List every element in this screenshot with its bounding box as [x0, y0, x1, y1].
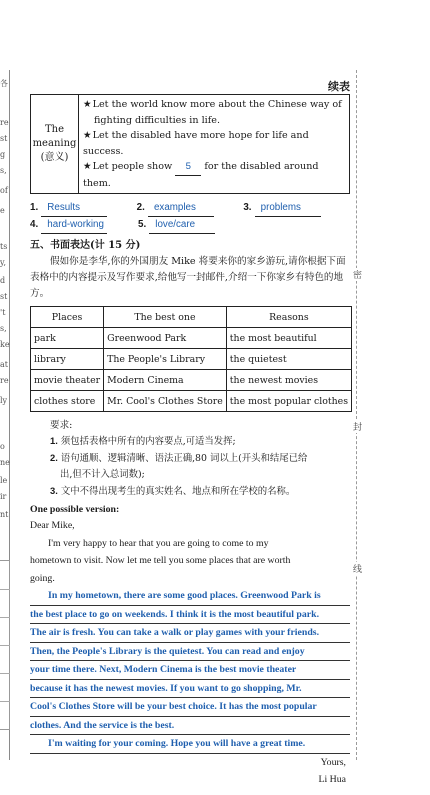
left-margin-fragment: st: [0, 292, 8, 301]
answer-5: 5. love/care: [138, 217, 246, 234]
table-row: [31, 370, 352, 391]
requirement-item: 3. 文中不得出现考生的真实姓名、地点和所在学校的名称。: [50, 485, 296, 497]
letter-answer-line: because it has the newest movies. If you want to go shopping, Mr.: [30, 680, 350, 699]
left-margin-fragment: y,: [0, 258, 6, 267]
left-margin-fragment: 各: [0, 79, 8, 88]
letter-answer-line: the best place to go on weekends. I think it is the most beautiful park.: [30, 606, 350, 625]
section-title: 五、书面表达(计 15 分): [30, 240, 141, 251]
table-row: [31, 391, 352, 412]
binding-line: [356, 70, 357, 760]
letter-sign-off: Yours,: [320, 756, 346, 768]
table-cell: movie theater: [31, 370, 104, 391]
meaning-item: [83, 97, 345, 128]
letter-answer-line: Then, the People's Library is the quietest. You can read and enjoy: [30, 643, 350, 662]
requirement-item: 2. 语句通顺、逻辑清晰、语法正确,80 词以上(开头和结尾已给 出,但不计入总词数);: [50, 452, 308, 480]
letter-intro-line: I'm very happy to hear that you are going to come to my: [48, 537, 269, 549]
requirement-item: 1. 须包括表格中所有的内容要点,可适当发挥;: [50, 435, 236, 447]
left-margin-fragment: re: [0, 376, 9, 385]
table-header-row: [31, 307, 352, 328]
answer-3: 3. problems: [243, 200, 350, 217]
table-cell: the newest movies: [226, 370, 351, 391]
letter-answer-line: Cool's Clothes Store will be your best choice. It has the most popular: [30, 698, 350, 717]
letter-answer-line: In my hometown, there are some good places. Greenwood Park is: [30, 587, 350, 606]
table-header: The best one: [104, 307, 227, 328]
left-margin-fragment: e: [0, 206, 5, 215]
left-margin-fragment: of: [0, 186, 8, 195]
left-margin-fragment: ir: [0, 492, 7, 501]
meaning-item-cont: fighting difficulties in life.: [94, 114, 221, 126]
left-margin-fragment: le: [0, 476, 8, 485]
table-cell: the most popular clothes: [226, 391, 351, 412]
star-icon: ★: [83, 130, 92, 141]
writing-prompt: 假如你是李华,你的外国朋友 Mike 将要来你的家乡游玩,请你根据下面表格中的内容提示及写作要求,给他写一封邮件,介绍一下你家乡有特色的地方。: [30, 256, 346, 299]
meaning-label-en: The meaning: [32, 124, 77, 149]
left-margin-fragment: ne: [0, 458, 10, 467]
table-cell: park: [31, 328, 104, 349]
meaning-item-text-post: for the disabled around them.: [83, 161, 319, 189]
left-margin-fragment: ly: [0, 396, 8, 405]
table-header: Places: [31, 307, 104, 328]
letter-closing-line: I'm waiting for your coming. Hope you will have a great time.: [30, 735, 350, 754]
seal-char-xian: 线: [353, 562, 362, 575]
answer-1: 1. Results: [30, 200, 137, 217]
answer-2: 2. examples: [137, 200, 244, 217]
answer-list: [30, 200, 350, 234]
left-margin-fragment: st: [0, 134, 8, 143]
table-cell: The People's Library: [104, 349, 227, 370]
table-cell: the most beautiful: [226, 328, 351, 349]
table-cell: the quietest: [226, 349, 351, 370]
version-label: One possible version:: [30, 504, 120, 515]
table-cell: Greenwood Park: [104, 328, 227, 349]
meaning-item-text: Let the disabled have more hope for life and success.: [83, 130, 309, 157]
seal-char-feng: 封: [353, 420, 362, 433]
letter-answer-line: The air is fresh. You can take a walk or play games with your friends.: [30, 624, 350, 643]
meaning-item-text: Let people show: [92, 161, 173, 172]
table-cell: clothes store: [31, 391, 104, 412]
table-cell: Mr. Cool's Clothes Store: [104, 391, 227, 412]
page-content: [30, 78, 350, 789]
seal-char-mi: 密: [353, 268, 362, 281]
left-margin-fragment: ts: [0, 242, 8, 251]
letter-answer-line: your time there. Next, Modern Cinema is the best movie theater: [30, 661, 350, 680]
places-table: [30, 306, 352, 412]
meaning-label: [31, 95, 79, 193]
blank-5: 5: [175, 159, 201, 176]
left-margin-fragment: s,: [0, 166, 7, 175]
meaning-item-text: Let the world know more about the Chinese way of: [92, 99, 342, 110]
letter-answer-line: clothes. And the service is the best.: [30, 717, 350, 736]
table-row: [31, 349, 352, 370]
meaning-item: [83, 128, 345, 159]
left-margin-fragment: s,: [0, 324, 7, 333]
letter-intro-line: hometown to visit. Now let me tell you some places that are worth: [30, 555, 291, 566]
letter-greeting: Dear Mike,: [30, 520, 75, 531]
left-margin-fragment: re: [0, 118, 9, 127]
answer-4: 4. hard-working: [30, 217, 138, 234]
table-header: Reasons: [226, 307, 351, 328]
requirements-title: 要求:: [50, 420, 73, 431]
star-icon: ★: [83, 99, 92, 110]
letter-intro-line: going.: [30, 572, 55, 584]
meaning-item: [83, 159, 345, 191]
table-cell: library: [31, 349, 104, 370]
left-margin-fragment: ke: [0, 340, 10, 349]
meaning-label-cn: (意义): [40, 152, 69, 163]
letter-signature: Li Hua: [318, 774, 346, 785]
left-margin-fragment: 't: [0, 308, 6, 317]
left-margin-fragment: g: [0, 150, 6, 159]
left-margin-box: [0, 560, 10, 730]
left-margin-fragment: at: [0, 360, 8, 369]
meaning-items: [79, 95, 349, 193]
meaning-box: [30, 94, 350, 194]
sample-letter: [30, 517, 350, 789]
table-row: [31, 328, 352, 349]
left-margin-fragment: nt: [0, 510, 9, 519]
star-icon: ★: [83, 161, 92, 172]
left-margin-fragment: d: [0, 276, 6, 285]
left-margin-fragment: o: [0, 442, 5, 451]
continued-label: 续表: [328, 80, 350, 93]
table-cell: Modern Cinema: [104, 370, 227, 391]
